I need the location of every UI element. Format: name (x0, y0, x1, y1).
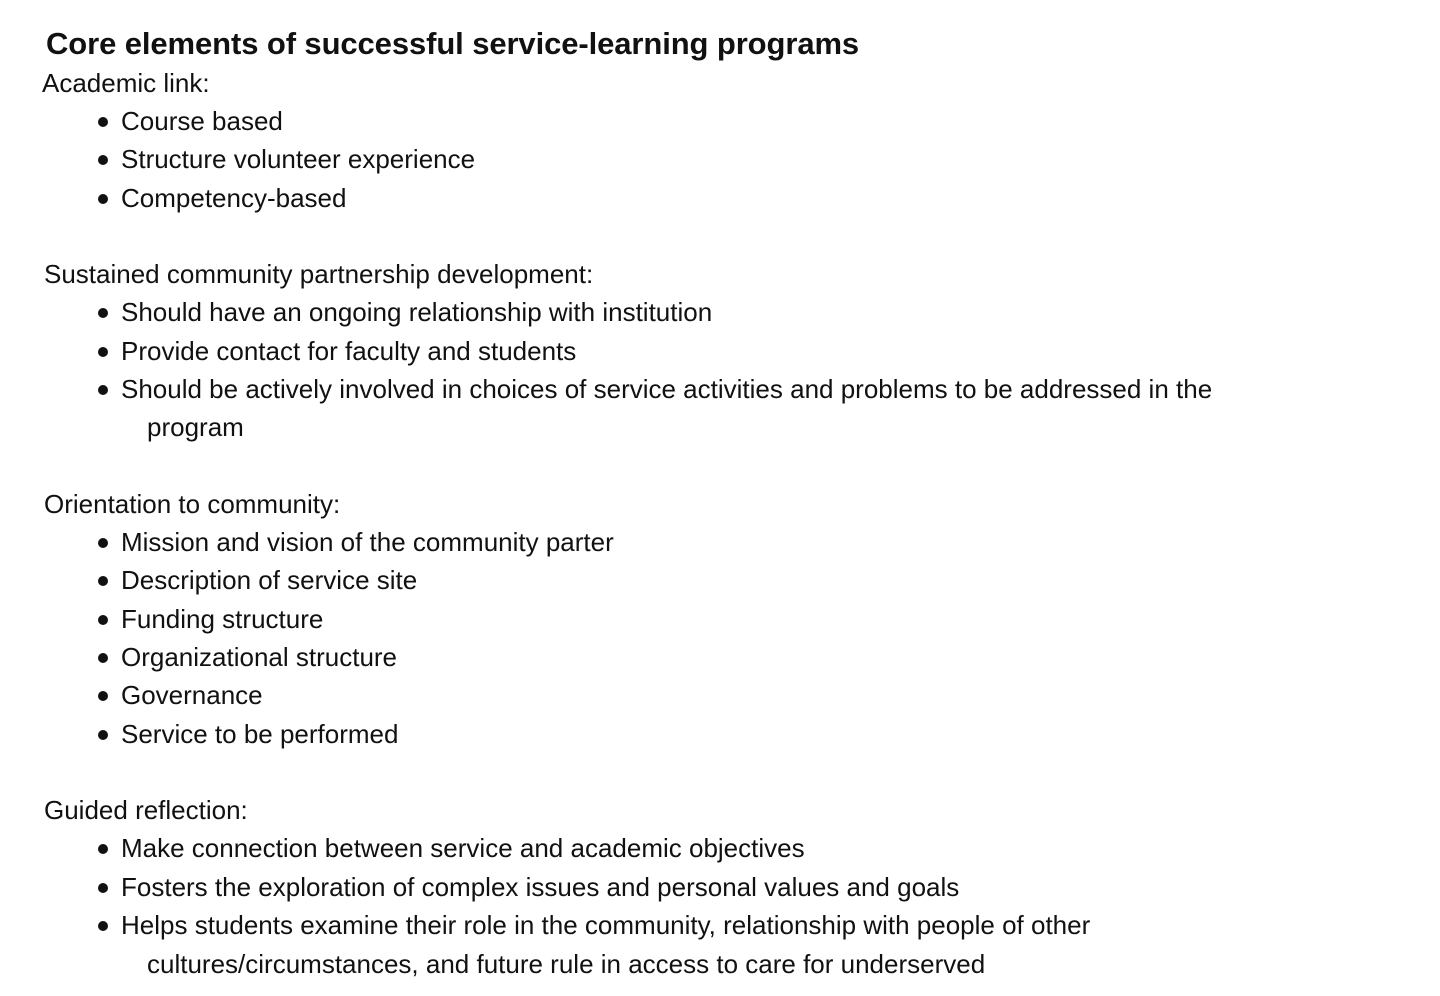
list-item (96, 829, 1424, 867)
bullet-icon (98, 538, 108, 548)
list-item (96, 715, 1424, 753)
bullet-icon (98, 653, 108, 663)
bullet-list (44, 829, 1424, 983)
list-item (96, 370, 1424, 447)
document-body (44, 24, 1424, 983)
bullet-icon (98, 730, 108, 740)
section-academic-link (44, 64, 1424, 217)
list-item-text: Service to be performed (121, 718, 399, 749)
list-item (96, 293, 1424, 331)
list-item-text: Should be actively involved in choices of service activities and problems to be addressed in the (121, 374, 1213, 405)
list-item-text: Funding structure (121, 603, 324, 634)
list-item-text: Provide contact for faculty and students (121, 335, 577, 366)
bullet-list (44, 293, 1424, 447)
list-item (96, 140, 1424, 178)
list-item (96, 906, 1424, 983)
bullet-icon (98, 883, 108, 893)
list-item-text: Course based (121, 106, 283, 136)
document-title: Core elements of successful service-learning programs (46, 26, 860, 61)
bullet-icon (98, 155, 108, 165)
bullet-list (44, 523, 1424, 753)
list-item-text: Organizational structure (121, 642, 398, 673)
list-item-text: Structure volunteer experience (121, 144, 476, 175)
list-item-text: Mission and vision of the community parter (121, 526, 614, 557)
list-item (96, 638, 1424, 676)
section-heading: Orientation to community: (44, 488, 341, 519)
section-heading: Academic link: (42, 68, 210, 98)
list-item (96, 332, 1424, 370)
bullet-icon (98, 308, 108, 318)
list-item-text: Fosters the exploration of complex issues and personal values and goals (121, 871, 960, 902)
section-community-partnership (44, 255, 1424, 447)
list-item (96, 676, 1424, 714)
list-item-text: Competency-based (121, 182, 347, 213)
list-item-text: Governance (121, 680, 263, 711)
bullet-list (44, 102, 1424, 217)
bullet-icon (98, 117, 108, 127)
section-guided-reflection (44, 791, 1424, 983)
bullet-icon (98, 347, 108, 357)
list-item (96, 600, 1424, 638)
section-heading: Sustained community partnership development: (44, 259, 594, 290)
list-item-text: Helps students examine their role in the community, relationship with people of other (121, 910, 1091, 941)
list-item (96, 523, 1424, 561)
list-item-text: Should have an ongoing relationship with institution (121, 297, 713, 328)
list-item-text: Description of service site (121, 565, 418, 596)
section-orientation-to-community (44, 485, 1424, 753)
list-item (96, 868, 1424, 906)
bullet-icon (98, 691, 108, 701)
list-item-text-continued: cultures/circumstances, and future rule in access to care for underserved (147, 948, 986, 979)
list-item-text: Make connection between service and academic objectives (121, 833, 805, 864)
list-item (96, 179, 1424, 217)
bullet-icon (98, 576, 108, 586)
list-item-text-continued: program (147, 412, 244, 443)
bullet-icon (98, 844, 108, 854)
list-item (96, 102, 1424, 140)
bullet-icon (98, 385, 108, 395)
bullet-icon (98, 615, 108, 625)
section-heading: Guided reflection: (44, 795, 248, 826)
list-item (96, 561, 1424, 599)
bullet-icon (98, 921, 108, 931)
bullet-icon (98, 194, 108, 204)
